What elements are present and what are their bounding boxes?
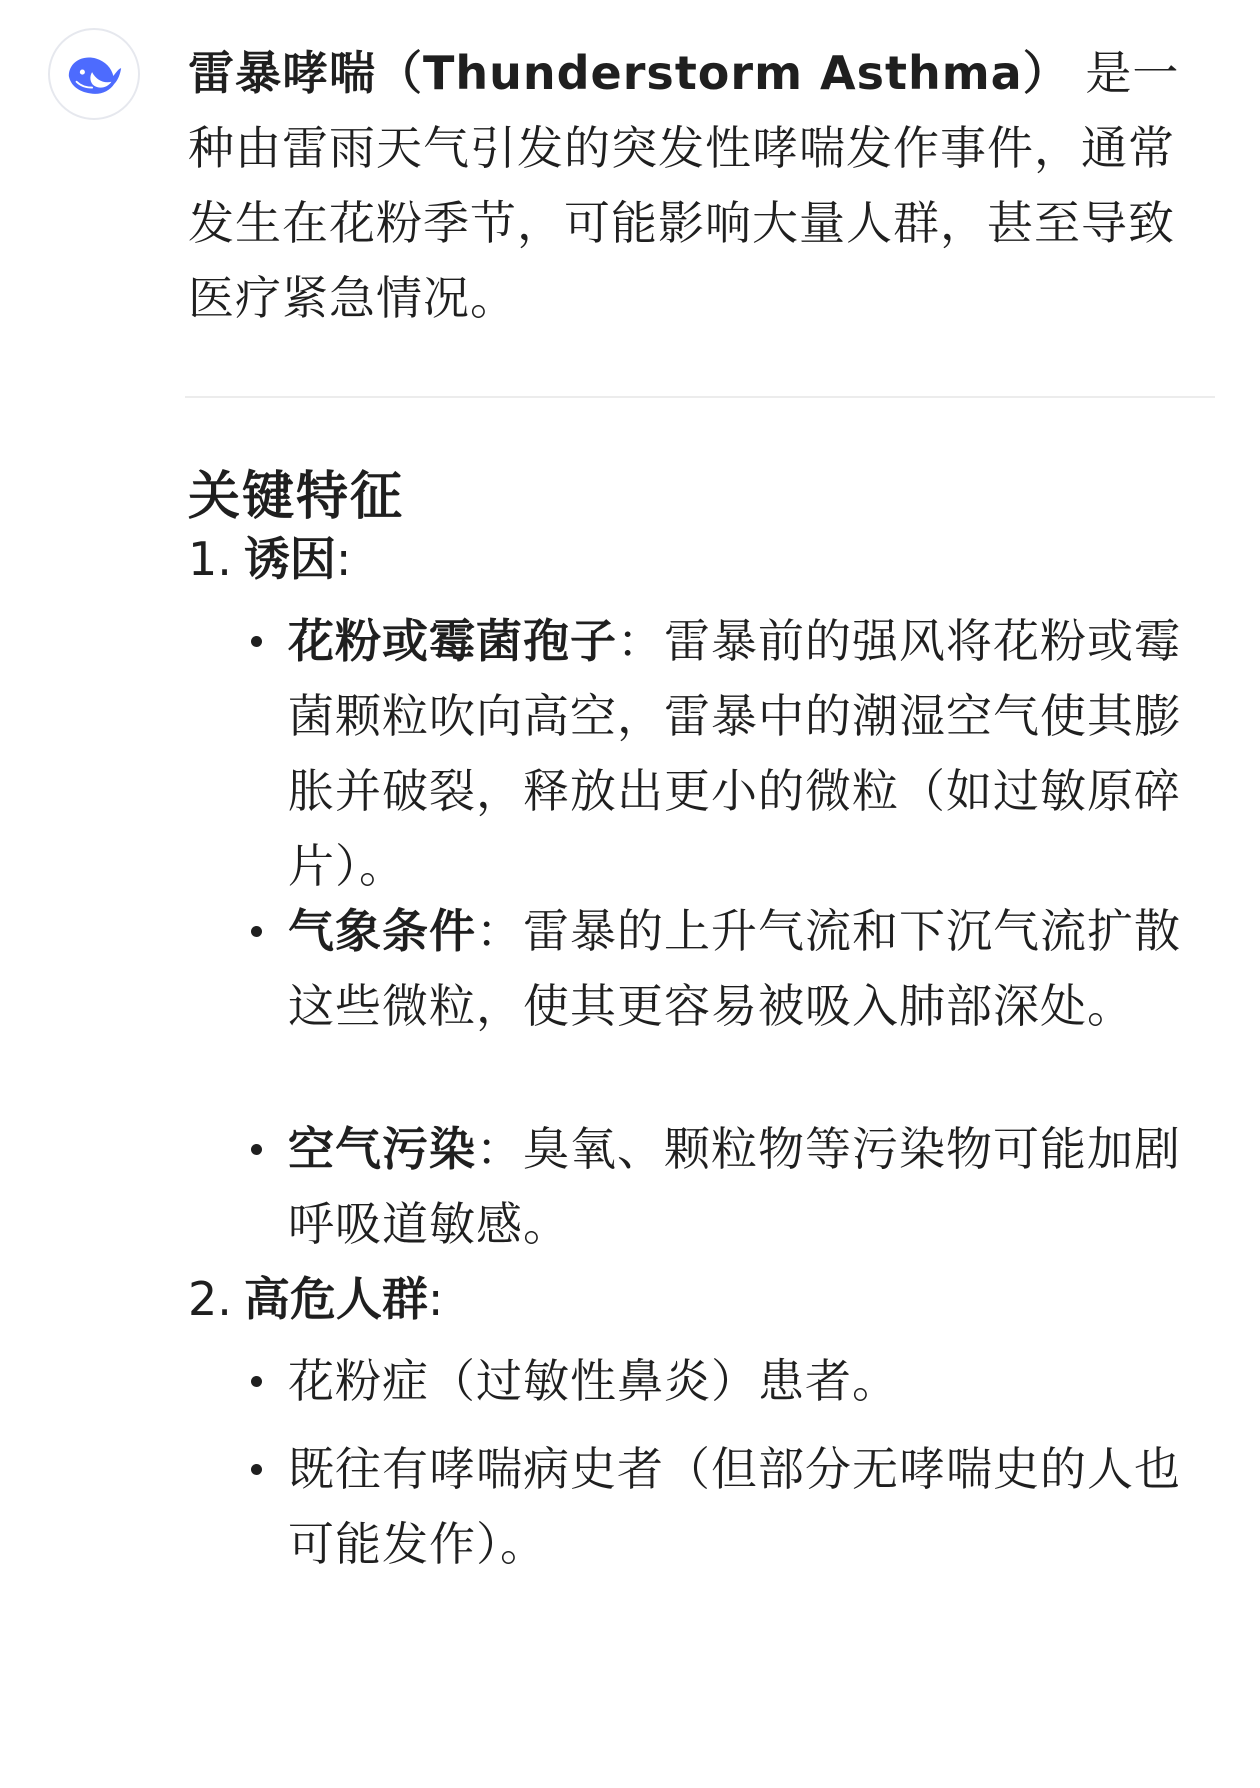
list-item — [245, 894, 1185, 1044]
list-item — [245, 1432, 1185, 1582]
bullet-dot — [251, 926, 262, 937]
message-content — [188, 36, 1208, 336]
bullet-bold: 气象条件 — [288, 904, 476, 958]
intro-paragraph — [188, 36, 1208, 336]
list-number: 1. — [188, 532, 232, 586]
list-heading-suffix: : — [427, 1272, 444, 1326]
bullet-bold: 空气污染 — [288, 1122, 476, 1176]
bullet-bold: 花粉或霉菌孢子 — [288, 614, 617, 668]
list-item — [245, 1344, 1185, 1419]
list-item-heading — [188, 1262, 443, 1336]
list-item — [245, 1112, 1185, 1262]
list-item-heading — [188, 522, 351, 596]
list-heading-text: 诱因 — [243, 532, 336, 586]
bullet-dot — [251, 1376, 262, 1387]
list-number: 2. — [188, 1272, 232, 1326]
bullet-dot — [251, 1464, 262, 1475]
whale-logo-icon — [63, 43, 125, 105]
list-item — [245, 604, 1185, 904]
bullet-text: 花粉症（过敏性鼻炎）患者。 — [288, 1354, 899, 1408]
bullet-dot — [251, 1144, 262, 1155]
intro-term: 雷暴哮喘（Thunderstorm Asthma） — [188, 46, 1070, 100]
list-heading-text: 高危人群 — [243, 1272, 428, 1326]
bullet-text: ：臭氧、颗粒物等污染物可能加剧呼吸道敏感。 — [288, 1122, 1181, 1251]
list-heading-suffix: : — [335, 532, 352, 586]
divider — [185, 396, 1215, 398]
bullet-text: ：雷暴的上升气流和下沉气流扩散这些微粒，使其更容易被吸入肺部深处。 — [288, 904, 1181, 1033]
bullet-dot — [251, 636, 262, 647]
section-title: 关键特征 — [188, 467, 405, 527]
avatar — [48, 28, 140, 120]
bullet-text: ：雷暴前的强风将花粉或霉菌颗粒吹向高空，雷暴中的潮湿空气使其膨胀并破裂，释放出更小的微粒（如过敏原碎片）。 — [288, 614, 1181, 893]
intro-text: 是一种由雷雨天气引发的突发性哮喘发作事件，通常发生在花粉季节，可能影响大量人群，甚至导致医疗紧急情况。 — [188, 46, 1180, 325]
bullet-text: 既往有哮喘病史者（但部分无哮喘史的人也可能发作）。 — [288, 1442, 1181, 1571]
